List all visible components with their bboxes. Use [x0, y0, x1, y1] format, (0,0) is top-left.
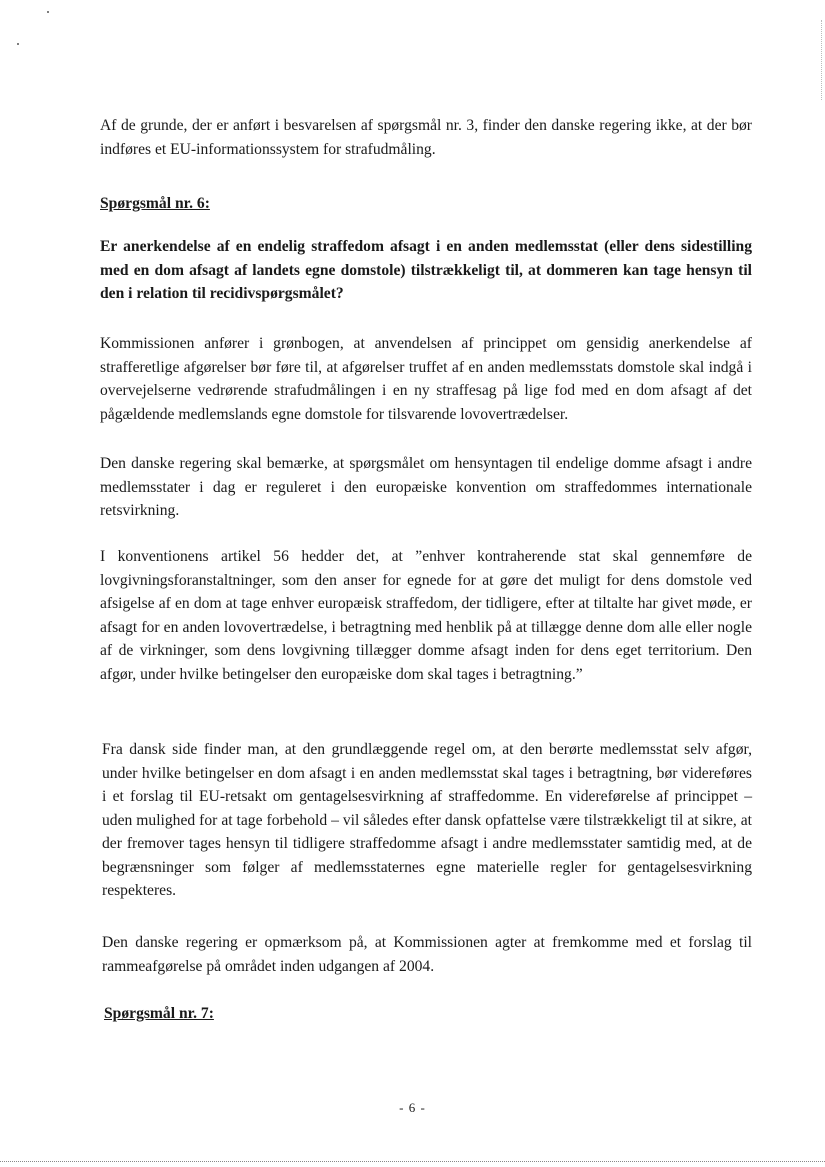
intro-paragraph: Af de grunde, der er anført i besvarelsen af spørgsmål nr. 3, finder den danske regering ikke, at der bør indføres et EU-informationssystem for strafudmåling. — [100, 117, 752, 158]
paragraph-danish-position: Fra dansk side finder man, at den grundlæggende regel om, at den berørte medlemsstat selv afgør, under hvilke betingelser en dom afsagt i en anden medlemsstat skal tages i betragtning, bør videreføres i et forslag til EU-retsakt om gentagelsesvirkning af straffedomme. En videreførelse af princippet – uden mulighed for at tage forbehold – vil således efter dansk opfattelse være tilstrækkeligt til at sikre, at der fremover tages hensyn til tidligere straffedomme afsagt i andre medlemsstater samtidig med, at de begrænsninger som følger af medlemsstaternes egne materielle regler for gentagelsesvirkning respekteres. — [102, 741, 752, 899]
paragraph-commission-greenbook: Kommissionen anfører i grønbogen, at anvendelsen af princippet om gensidig anerkendelse af strafferetlige afgørelser bør føre til, at afgørelser truffet af en anden medlemsstats domstole skal indgå i overvejelserne vedrørende strafudmålingen i en ny straffesag på lige fod med en dom afsagt af det pågældende medlemslands egne domstole for tilsvarende lovovertrædelser. — [100, 335, 752, 423]
paragraph-framework-decision: Den danske regering er opmærksom på, at Kommissionen agter at fremkomme med et forslag til rammeafgørelse på området inden udgangen af 2004. — [102, 934, 752, 975]
paragraph-convention-article-56: I konventionens artikel 56 hedder det, at ”enhver kontraherende stat skal gennemføre de lovgivningsforanstaltninger, som den anser for egnede for at gøre det muligt for dens domstole ved afsigelse af en dom at tage enhver europæisk straffedom, der tidligere, efter at tiltalte har givet møde, er afsagt for en anden lovovertrædelse, i betragtning med henblik på at tillægge denne dom alle eller nogle af de virkninger, som dens lovgivning tillægger domme afsagt inden for dens eget territorium. Den afgør, under hvilke betingelser den europæiske dom skal tages i betragtning.” — [100, 548, 752, 683]
scan-edge-mark — [821, 20, 822, 100]
scan-speck — [17, 43, 19, 45]
question-6-text: Er anerkendelse af en endelig straffedom afsagt i en anden medlemsstat (eller dens sidestilling med en dom afsagt af landets egne domstole) tilstrækkeligt til, at dommeren kan tage hensyn til den i relation til recidivspørgsmålet? — [100, 238, 752, 302]
scan-bottom-edge — [0, 1161, 825, 1162]
page-number: - 6 - — [399, 1100, 426, 1115]
question-7-heading: Spørgsmål nr. 7: — [104, 1005, 214, 1022]
scan-speck — [47, 11, 49, 13]
question-6-heading: Spørgsmål nr. 6: — [100, 195, 210, 212]
paragraph-danish-government-remark: Den danske regering skal bemærke, at spørgsmålet om hensyntagen til endelige domme afsagt i andre medlemsstater i dag er reguleret i den europæiske konvention om straffedommes internationale retsvirkning. — [100, 455, 752, 519]
